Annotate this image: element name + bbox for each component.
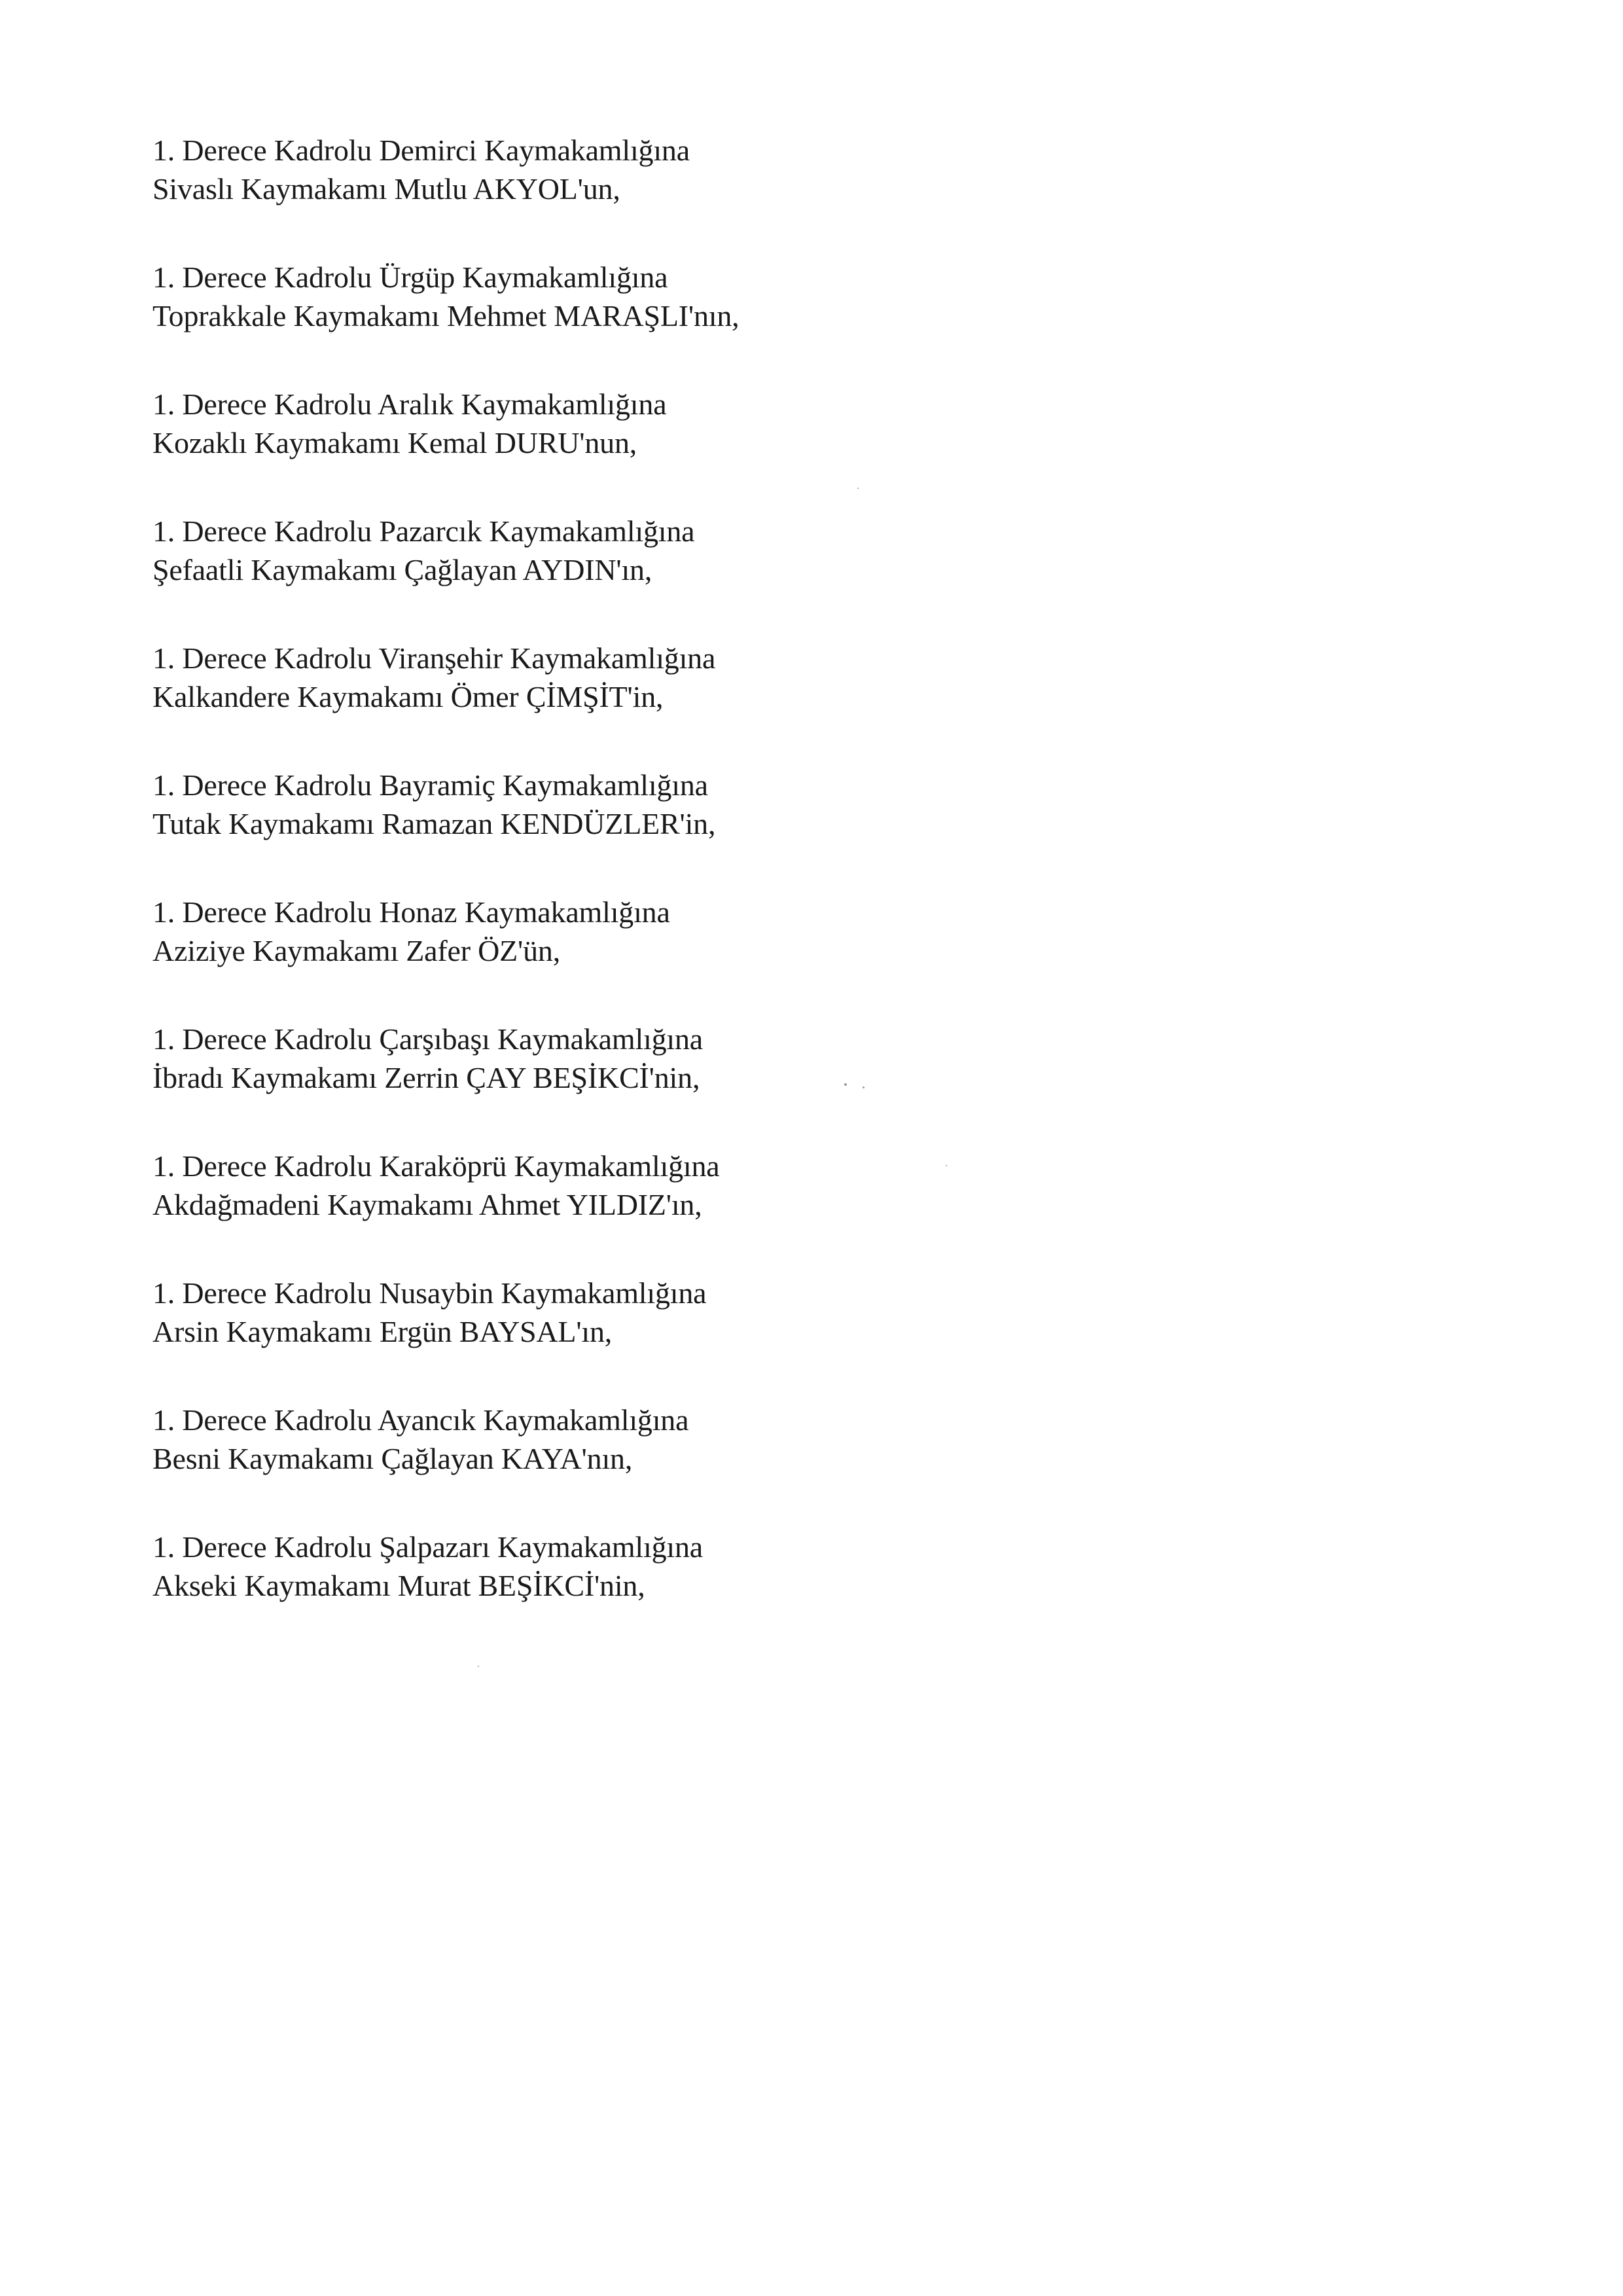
appointment-entry [152,766,1396,893]
position-line: 1. Derece Kadrolu Aralık Kaymakamlığına [152,387,667,421]
position-line: 1. Derece Kadrolu Ürgüp Kaymakamlığına [152,260,668,294]
appointee-line: Kozaklı Kaymakamı Kemal DURU'nun, [152,426,637,459]
appointment-list [152,131,1396,1655]
position-line: 1. Derece Kadrolu Honaz Kaymakamlığına [152,895,670,929]
appointee-line: Sivaslı Kaymakamı Mutlu AKYOL'un, [152,172,620,206]
appointment-entry [152,385,1396,512]
scan-speck [478,1666,479,1667]
scan-speck [863,1086,865,1088]
appointment-entry [152,893,1396,1020]
scan-speck [857,488,859,489]
position-line: 1. Derece Kadrolu Karaköprü Kaymakamlığına [152,1149,720,1183]
appointment-entry [152,512,1396,639]
appointee-line: Aziziye Kaymakamı Zafer ÖZ'ün, [152,934,561,967]
appointee-line: İbradı Kaymakamı Zerrin ÇAY BEŞİKCİ'nin, [152,1061,700,1094]
appointment-entry [152,258,1396,385]
scan-speck [844,1083,847,1086]
position-line: 1. Derece Kadrolu Ayancık Kaymakamlığına [152,1403,689,1437]
appointment-entry [152,639,1396,766]
position-line: 1. Derece Kadrolu Bayramiç Kaymakamlığına [152,768,708,802]
position-line: 1. Derece Kadrolu Nusaybin Kaymakamlığına [152,1276,707,1310]
appointee-line: Kalkandere Kaymakamı Ömer ÇİMŞİT'in, [152,680,664,713]
appointment-entry [152,1147,1396,1274]
position-line: 1. Derece Kadrolu Şalpazarı Kaymakamlığına [152,1530,703,1564]
appointee-line: Akseki Kaymakamı Murat BEŞİKCİ'nin, [152,1569,645,1602]
scan-speck [946,1165,947,1166]
appointment-entry [152,131,1396,258]
position-line: 1. Derece Kadrolu Çarşıbaşı Kaymakamlığına [152,1022,704,1056]
appointment-entry [152,1401,1396,1528]
appointee-line: Besni Kaymakamı Çağlayan KAYA'nın, [152,1442,633,1475]
position-line: 1. Derece Kadrolu Viranşehir Kaymakamlığına [152,641,716,675]
position-line: 1. Derece Kadrolu Pazarcık Kaymakamlığına [152,514,695,548]
appointment-entry [152,1274,1396,1401]
appointee-line: Tutak Kaymakamı Ramazan KENDÜZLER'in, [152,807,716,840]
appointee-line: Arsin Kaymakamı Ergün BAYSAL'ın, [152,1315,613,1348]
appointment-entry [152,1528,1396,1655]
appointee-line: Şefaatli Kaymakamı Çağlayan AYDIN'ın, [152,553,652,586]
appointment-entry [152,1020,1396,1147]
position-line: 1. Derece Kadrolu Demirci Kaymakamlığına [152,134,690,167]
appointee-line: Akdağmadeni Kaymakamı Ahmet YILDIZ'ın, [152,1188,702,1221]
appointee-line: Toprakkale Kaymakamı Mehmet MARAŞLI'nın, [152,299,740,332]
